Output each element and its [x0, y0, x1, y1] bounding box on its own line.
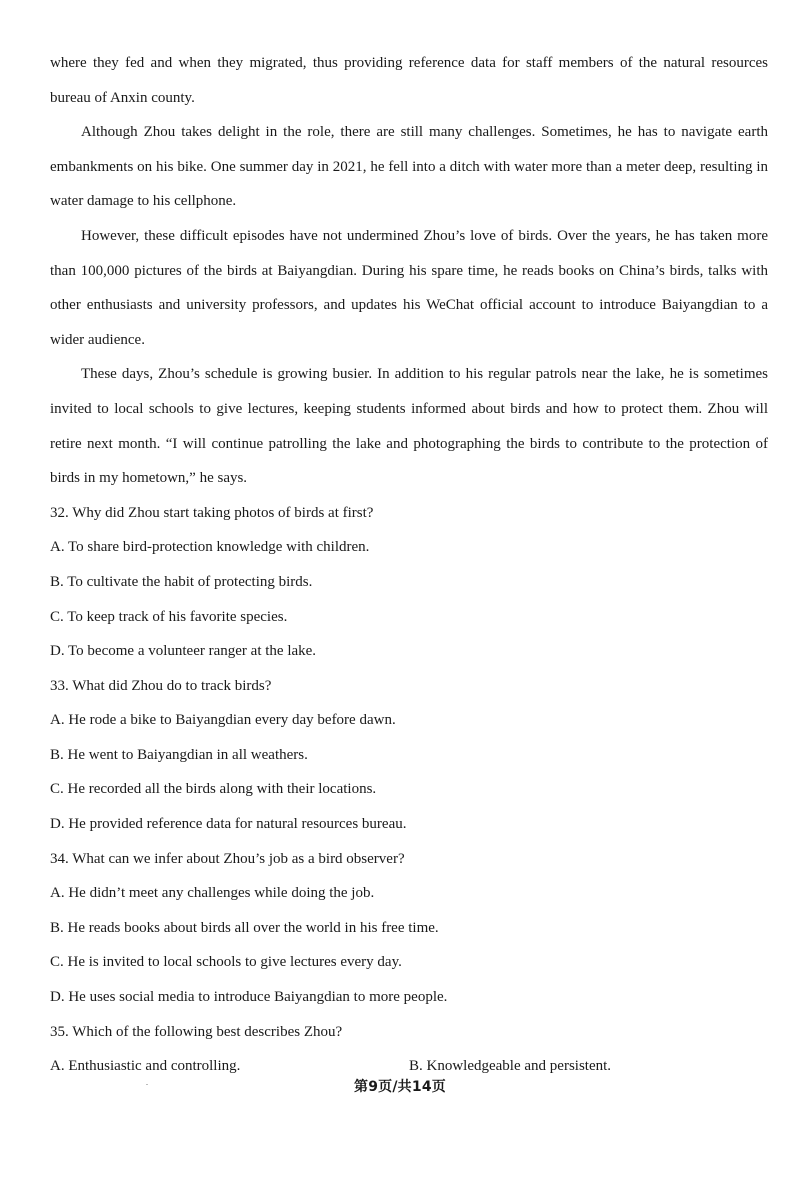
passage-paragraph-4: These days, Zhou’s schedule is growing busier. In addition to his regular patrols near the lake, he is sometimes invited to local schools to give lectures, keeping students informed about birds and how to protect them. Zhou will retire next month. “I will continue patrolling the lake and photographing the birds to contribute to the protection of birds in my hometown,” he says.	[50, 366, 768, 487]
option-a: A. He rode a bike to Baiyangdian every day before dawn.	[50, 712, 396, 729]
option-b: B. To cultivate the habit of protecting birds.	[50, 573, 313, 590]
question-35	[50, 1015, 768, 1084]
question-34	[50, 842, 768, 1015]
option-b: B. He went to Baiyangdian in all weathers.	[50, 746, 308, 763]
question-stem: 33. What did Zhou do to track birds?	[50, 677, 272, 694]
option-b: B. He reads books about birds all over the world in his free time.	[50, 919, 439, 936]
option-d: D. He provided reference data for natural resources bureau.	[50, 816, 407, 833]
passage-paragraph-3: However, these difficult episodes have not undermined Zhou’s love of birds. Over the years, he has taken more than 100,000 pictures of the birds at Baiyangdian. During his spare time, he reads books on China’s birds, talks with other enthusiasts and university professors, and updates his WeChat official account to introduce Baiyangdian to a wider audience.	[50, 227, 768, 348]
option-b: B. Knowledgeable and persistent.	[409, 1058, 612, 1075]
option-d: D. To become a volunteer ranger at the lake.	[50, 643, 317, 660]
option-a: A. Enthusiastic and controlling.	[50, 1058, 241, 1075]
option-a: A. To share bird-protection knowledge with children.	[50, 539, 370, 556]
question-stem: 32. Why did Zhou start taking photos of birds at first?	[50, 504, 374, 521]
question-stem: 34. What can we infer about Zhou’s job as a bird observer?	[50, 850, 405, 867]
option-c: C. To keep track of his favorite species.	[50, 608, 288, 625]
option-c: C. He recorded all the birds along with their locations.	[50, 781, 377, 798]
passage-paragraph-1: where they fed and when they migrated, thus providing reference data for staff members of the natural resources bureau of Anxin county.	[50, 55, 768, 106]
page-number-footer: 第9页/共14页	[354, 1079, 446, 1095]
document-page	[50, 46, 768, 1084]
option-d: D. He uses social media to introduce Baiyangdian to more people.	[50, 989, 448, 1006]
question-32	[50, 496, 768, 669]
question-stem: 35. Which of the following best describes Zhou?	[50, 1023, 343, 1040]
question-33	[50, 669, 768, 842]
passage-paragraph-2: Although Zhou takes delight in the role, there are still many challenges. Sometimes, he has to navigate earth embankments on his bike. One summer day in 2021, he fell into a ditch with water more than a meter deep, resulting in water damage to his cellphone.	[50, 124, 768, 210]
option-c: C. He is invited to local schools to give lectures every day.	[50, 954, 402, 971]
option-a: A. He didn’t meet any challenges while doing the job.	[50, 885, 375, 902]
